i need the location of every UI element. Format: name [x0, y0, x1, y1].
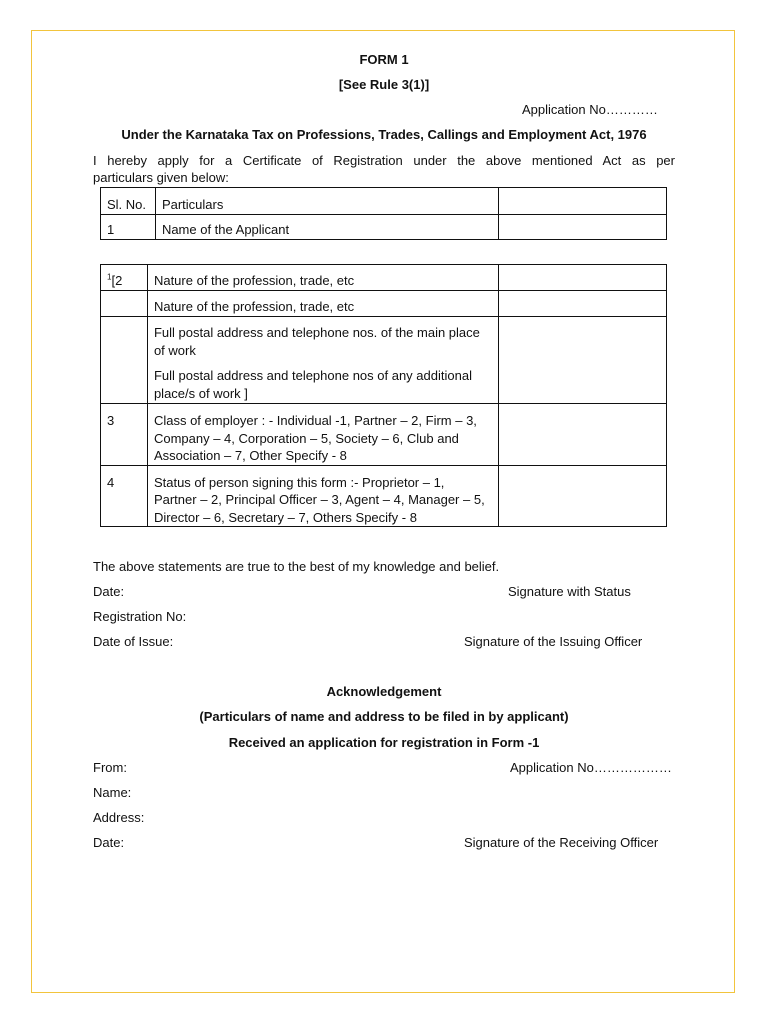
- table-row: [101, 465, 667, 527]
- acknowledgement-subtitle: (Particulars of name and address to be filed in by applicant): [199, 709, 569, 724]
- act-heading: Under the Karnataka Tax on Professions, Trades, Callings and Employment Act, 1976: [121, 127, 647, 142]
- ack-date-label: Date:: [93, 835, 125, 850]
- row-particulars-extra: Full postal address and telephone nos of any additional place/s of work ]: [153, 368, 472, 401]
- row-particulars: Full postal address and telephone nos. of the main place of work: [153, 325, 480, 358]
- table-row: [101, 214, 667, 239]
- row-value-cell[interactable]: [499, 265, 667, 291]
- table-header-row: [101, 188, 667, 215]
- address-label: Address:: [93, 810, 145, 825]
- row-value-cell[interactable]: [499, 317, 667, 404]
- row-particulars: Name of the Applicant: [155, 214, 498, 239]
- row-particulars: Class of employer : - Individual -1, Partner – 2, Firm – 3, Company – 4, Corporation – 5, Society – 6, Club and Association – 7, Other Specify - 8: [147, 404, 498, 466]
- row-sl-no: 3: [101, 404, 148, 466]
- row-value-cell[interactable]: [499, 404, 667, 466]
- signature-issuing-officer: Signature of the Issuing Officer: [464, 634, 643, 649]
- row-particulars: Nature of the profession, trade, etc: [147, 265, 498, 291]
- row-sl-no: 4: [101, 465, 148, 527]
- table-row: [101, 265, 667, 291]
- registration-no-label: Registration No:: [93, 609, 187, 624]
- signature-receiving-officer: Signature of the Receiving Officer: [464, 835, 659, 850]
- row-sl-no: [101, 317, 148, 404]
- row-particulars: Nature of the profession, trade, etc: [147, 291, 498, 317]
- form-title: FORM 1: [359, 52, 409, 67]
- acknowledgement-received: Received an application for registration in Form -1: [228, 735, 540, 750]
- application-no-field: Application No…………: [522, 102, 658, 117]
- name-label: Name:: [93, 785, 132, 800]
- row-value-cell[interactable]: [499, 214, 667, 239]
- declaration-statement: The above statements are true to the best of my knowledge and belief.: [93, 559, 500, 574]
- footnote-marker: 1: [107, 272, 112, 282]
- table-row: [101, 291, 667, 317]
- rule-reference: [See Rule 3(1)]: [338, 77, 430, 92]
- particulars-table-2: [100, 264, 667, 527]
- ack-application-no: Application No………………: [510, 760, 672, 775]
- row-value-cell[interactable]: [499, 465, 667, 527]
- intro-line-1: I hereby apply for a Certificate of Registration under the above mentioned Act as per: [93, 153, 675, 168]
- particulars-table-1: [100, 187, 667, 240]
- intro-line-2: particulars given below:: [93, 170, 229, 185]
- header-sl-no: Sl. No.: [101, 188, 156, 215]
- row-particulars-cell: [147, 317, 498, 404]
- date-of-issue-label: Date of Issue:: [93, 634, 174, 649]
- table-row: [101, 317, 667, 404]
- row-particulars: Status of person signing this form :- Proprietor – 1, Partner – 2, Principal Officer – 3, Agent – 4, Manager – 5, Director – 6, Secretary – 7, Others Specify - 8: [147, 465, 498, 527]
- from-label: From:: [93, 760, 127, 775]
- table-row: [101, 404, 667, 466]
- row-sl-no: [101, 265, 148, 291]
- header-value: [499, 188, 667, 215]
- acknowledgement-title: Acknowledgement: [326, 684, 442, 699]
- row-value-cell[interactable]: [499, 291, 667, 317]
- signature-with-status: Signature with Status: [508, 584, 631, 599]
- header-particulars: Particulars: [155, 188, 498, 215]
- date-label: Date:: [93, 584, 125, 599]
- row-sl-no: [101, 291, 148, 317]
- row-sl-text: [2: [111, 273, 123, 288]
- row-sl-no: 1: [101, 214, 156, 239]
